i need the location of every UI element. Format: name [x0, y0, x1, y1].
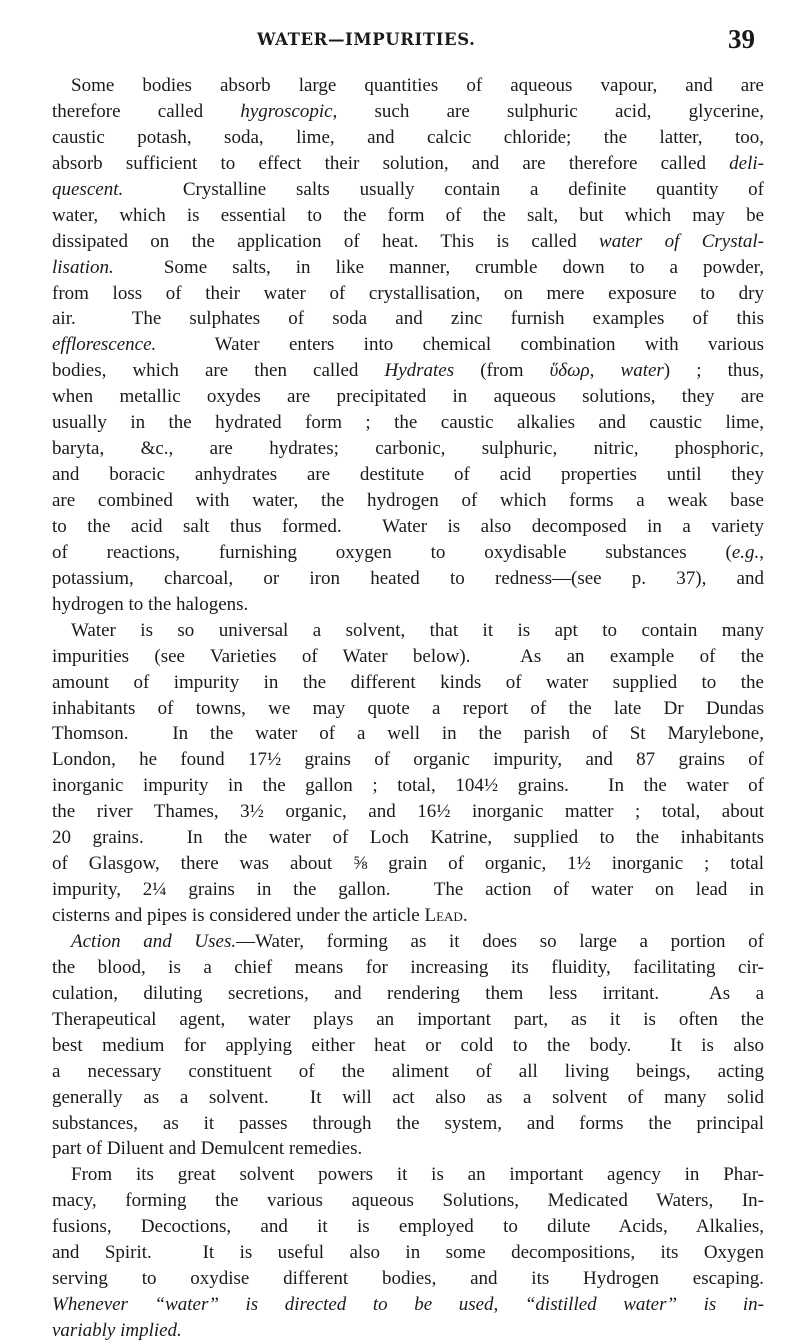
text-line: [52, 825, 764, 851]
text-segment: Lead: [424, 905, 463, 926]
text-line: [52, 1292, 764, 1318]
text-line: [52, 1111, 764, 1137]
text-segment: .: [462, 905, 468, 926]
text-line: [52, 203, 764, 229]
text-line: [52, 1214, 764, 1240]
text-segment: bodies, which are then called: [52, 360, 385, 382]
text-line: [52, 1085, 764, 1111]
text-line: [52, 1033, 764, 1059]
text-line: [52, 877, 764, 903]
text-segment: Therapeutical agent, water plays an important part, as it is often the: [52, 1008, 764, 1030]
text-segment: cisterns and pipes is considered under the article: [52, 905, 425, 926]
text-segment: serving to oxydise different bodies, and its Hydrogen escaping.: [52, 1268, 764, 1290]
text-line: [52, 462, 764, 488]
text-segment: substances, as it passes through the system, and forms the principal: [52, 1112, 764, 1134]
text-segment: culation, diluting secretions, and rendering them less irritant. As a: [52, 982, 764, 1004]
text-line: [52, 618, 764, 644]
text-segment: fusions, Decoctions, and it is employed to dilute Acids, Alkalies,: [52, 1216, 764, 1238]
text-segment: usually in the hydrated form ; the caustic alkalies and caustic lime,: [52, 412, 764, 434]
text-line: [52, 1188, 764, 1214]
text-segment: best medium for applying either heat or cold to the body. It is also: [52, 1034, 764, 1056]
text-line: [52, 1318, 764, 1344]
text-segment: and Spirit. It is useful also in some decompositions, its Oxygen: [52, 1242, 764, 1264]
text-segment: macy, forming the various aqueous Solutions, Medicated Waters, In-: [52, 1190, 764, 1212]
text-segment: Whenever “water” is directed to be used, “distilled water” is in-: [52, 1294, 764, 1316]
text-segment: water: [620, 360, 664, 382]
text-line: [52, 73, 764, 99]
text-segment: and boracic anhydrates are destitute of acid properties until they: [52, 464, 764, 486]
text-segment: potassium, charcoal, or iron heated to redness—(see p. 37), and: [52, 567, 764, 589]
text-segment: —Water, forming as it does so large a portion of: [236, 930, 764, 952]
text-line: [52, 384, 764, 410]
text-segment: the river Thames, 3½ organic, and 16½ inorganic matter ; total, about: [52, 801, 764, 823]
text-line: [52, 955, 764, 981]
text-segment: deli-: [729, 152, 764, 174]
text-line: [52, 929, 764, 955]
text-segment: Some salts, in like manner, crumble down to a powder,: [113, 256, 764, 278]
text-segment: ) ; thus,: [663, 360, 764, 382]
text-segment: Thomson. In the water of a well in the parish of St Marylebone,: [52, 723, 764, 745]
text-segment: generally as a solvent. It will act also as a solvent of many solid: [52, 1086, 764, 1108]
text-line: [52, 670, 764, 696]
text-line: [52, 125, 764, 151]
running-head: [0, 24, 801, 60]
text-segment: absorb sufficient to effect their solution, and are therefore called: [52, 152, 730, 174]
text-segment: impurities (see Varieties of Water below). As an example of the: [52, 645, 764, 667]
text-line: [52, 747, 764, 773]
text-line: [52, 1059, 764, 1085]
text-segment: inhabitants of towns, we may quote a report of the late Dr Dundas: [52, 697, 764, 719]
text-line: [52, 981, 764, 1007]
text-segment: to the acid salt thus formed. Water is also decomposed in a variety: [52, 515, 764, 537]
text-segment: caustic potash, soda, lime, and calcic chloride; the latter, too,: [52, 126, 765, 148]
text-line: [52, 903, 764, 929]
text-segment: hydrogen to the halogens.: [52, 593, 249, 615]
text-line: [52, 1136, 764, 1162]
text-line: [52, 332, 764, 358]
text-line: [52, 540, 764, 566]
text-line: [52, 436, 764, 462]
text-line: [52, 177, 764, 203]
text-line: [52, 1162, 764, 1188]
text-line: [52, 281, 764, 307]
text-segment: part of Diluent and Demulcent remedies.: [52, 1138, 363, 1160]
text-segment: dissipated on the application of heat. This is called: [52, 230, 600, 252]
text-segment: Action and Uses.: [71, 930, 237, 952]
text-segment: are combined with water, the hydrogen of which forms a weak base: [52, 490, 764, 511]
text-segment: baryta, &c., are hydrates; carbonic, sulphuric, nitric, phosphoric,: [52, 438, 764, 460]
text-line: [52, 99, 764, 125]
text-line: [52, 773, 764, 799]
text-line: [52, 644, 764, 670]
text-segment: ,: [759, 541, 764, 563]
text-segment: 20 grains. In the water of Loch Katrine, supplied to the inhabitants: [52, 827, 764, 849]
text-line: [52, 488, 764, 514]
text-segment: hygroscopic: [240, 100, 333, 122]
text-segment: , such are sulphuric acid, glycerine,: [332, 100, 764, 122]
page-number: 39: [728, 24, 755, 54]
text-segment: Water enters into chemical combination with various: [156, 334, 764, 356]
text-segment: when metallic oxydes are precipitated in aqueous solutions, they are: [52, 386, 764, 408]
text-segment: from loss of their water of crystallisation, on mere exposure to dry: [52, 282, 764, 304]
text-segment: Crystalline salts usually contain a definite quantity of: [123, 178, 764, 200]
text-segment: Some bodies absorb large quantities of aqueous vapour, and are: [71, 75, 764, 96]
text-segment: ,: [589, 360, 621, 382]
text-segment: inorganic impurity in the gallon ; total, 104½ grains. In the water of: [52, 775, 765, 797]
text-segment: Hydrates: [384, 360, 455, 382]
text-segment: impurity, 2¼ grains in the gallon. The action of water on lead in: [52, 879, 765, 901]
text-segment: Water is so universal a solvent, that it is apt to contain many: [71, 619, 764, 641]
text-segment: variably implied.: [52, 1320, 182, 1341]
text-segment: amount of impurity in the different kinds of water supplied to the: [52, 671, 764, 693]
text-line: [52, 851, 764, 877]
text-line: [52, 592, 764, 618]
text-segment: a necessary constituent of the aliment of all living beings, acting: [52, 1060, 764, 1082]
text-segment: efflorescence.: [52, 334, 157, 356]
text-segment: water of Crystal-: [599, 230, 764, 252]
text-line: [52, 358, 764, 384]
text-segment: therefore called: [52, 100, 241, 122]
text-line: [52, 255, 764, 281]
text-line: [52, 721, 764, 747]
body-text: [52, 73, 764, 1344]
text-segment: air. The sulphates of soda and zinc furnish examples of this: [52, 308, 764, 330]
text-segment: the blood, is a chief means for increasing its fluidity, facilitating cir-: [52, 956, 764, 978]
text-segment: water, which is essential to the form of the salt, but which may be: [52, 204, 764, 226]
text-segment: of reactions, furnishing oxygen to oxydisable substances (: [52, 541, 732, 563]
running-title: WATER—IMPURITIES.: [257, 30, 476, 49]
text-segment: (from: [454, 360, 550, 382]
text-line: [52, 306, 764, 332]
text-segment: From its great solvent powers it is an important agency in Phar-: [71, 1164, 764, 1186]
text-line: [52, 151, 764, 177]
text-line: [52, 696, 764, 722]
text-line: [52, 1240, 764, 1266]
text-segment: of Glasgow, there was about ⅝ grain of organic, 1½ inorganic ; total: [52, 853, 764, 875]
text-line: [52, 1007, 764, 1033]
text-segment: quescent.: [52, 178, 124, 200]
text-line: [52, 1266, 764, 1292]
text-line: [52, 514, 764, 540]
text-line: [52, 410, 764, 436]
text-segment: ὕδωρ: [549, 360, 590, 382]
text-segment: London, he found 17½ grains of organic impurity, and 87 grains of: [52, 749, 764, 771]
text-line: [52, 799, 764, 825]
text-line: [52, 566, 764, 592]
text-segment: e.g.: [731, 541, 760, 563]
text-line: [52, 229, 764, 255]
text-segment: lisation.: [52, 256, 114, 278]
